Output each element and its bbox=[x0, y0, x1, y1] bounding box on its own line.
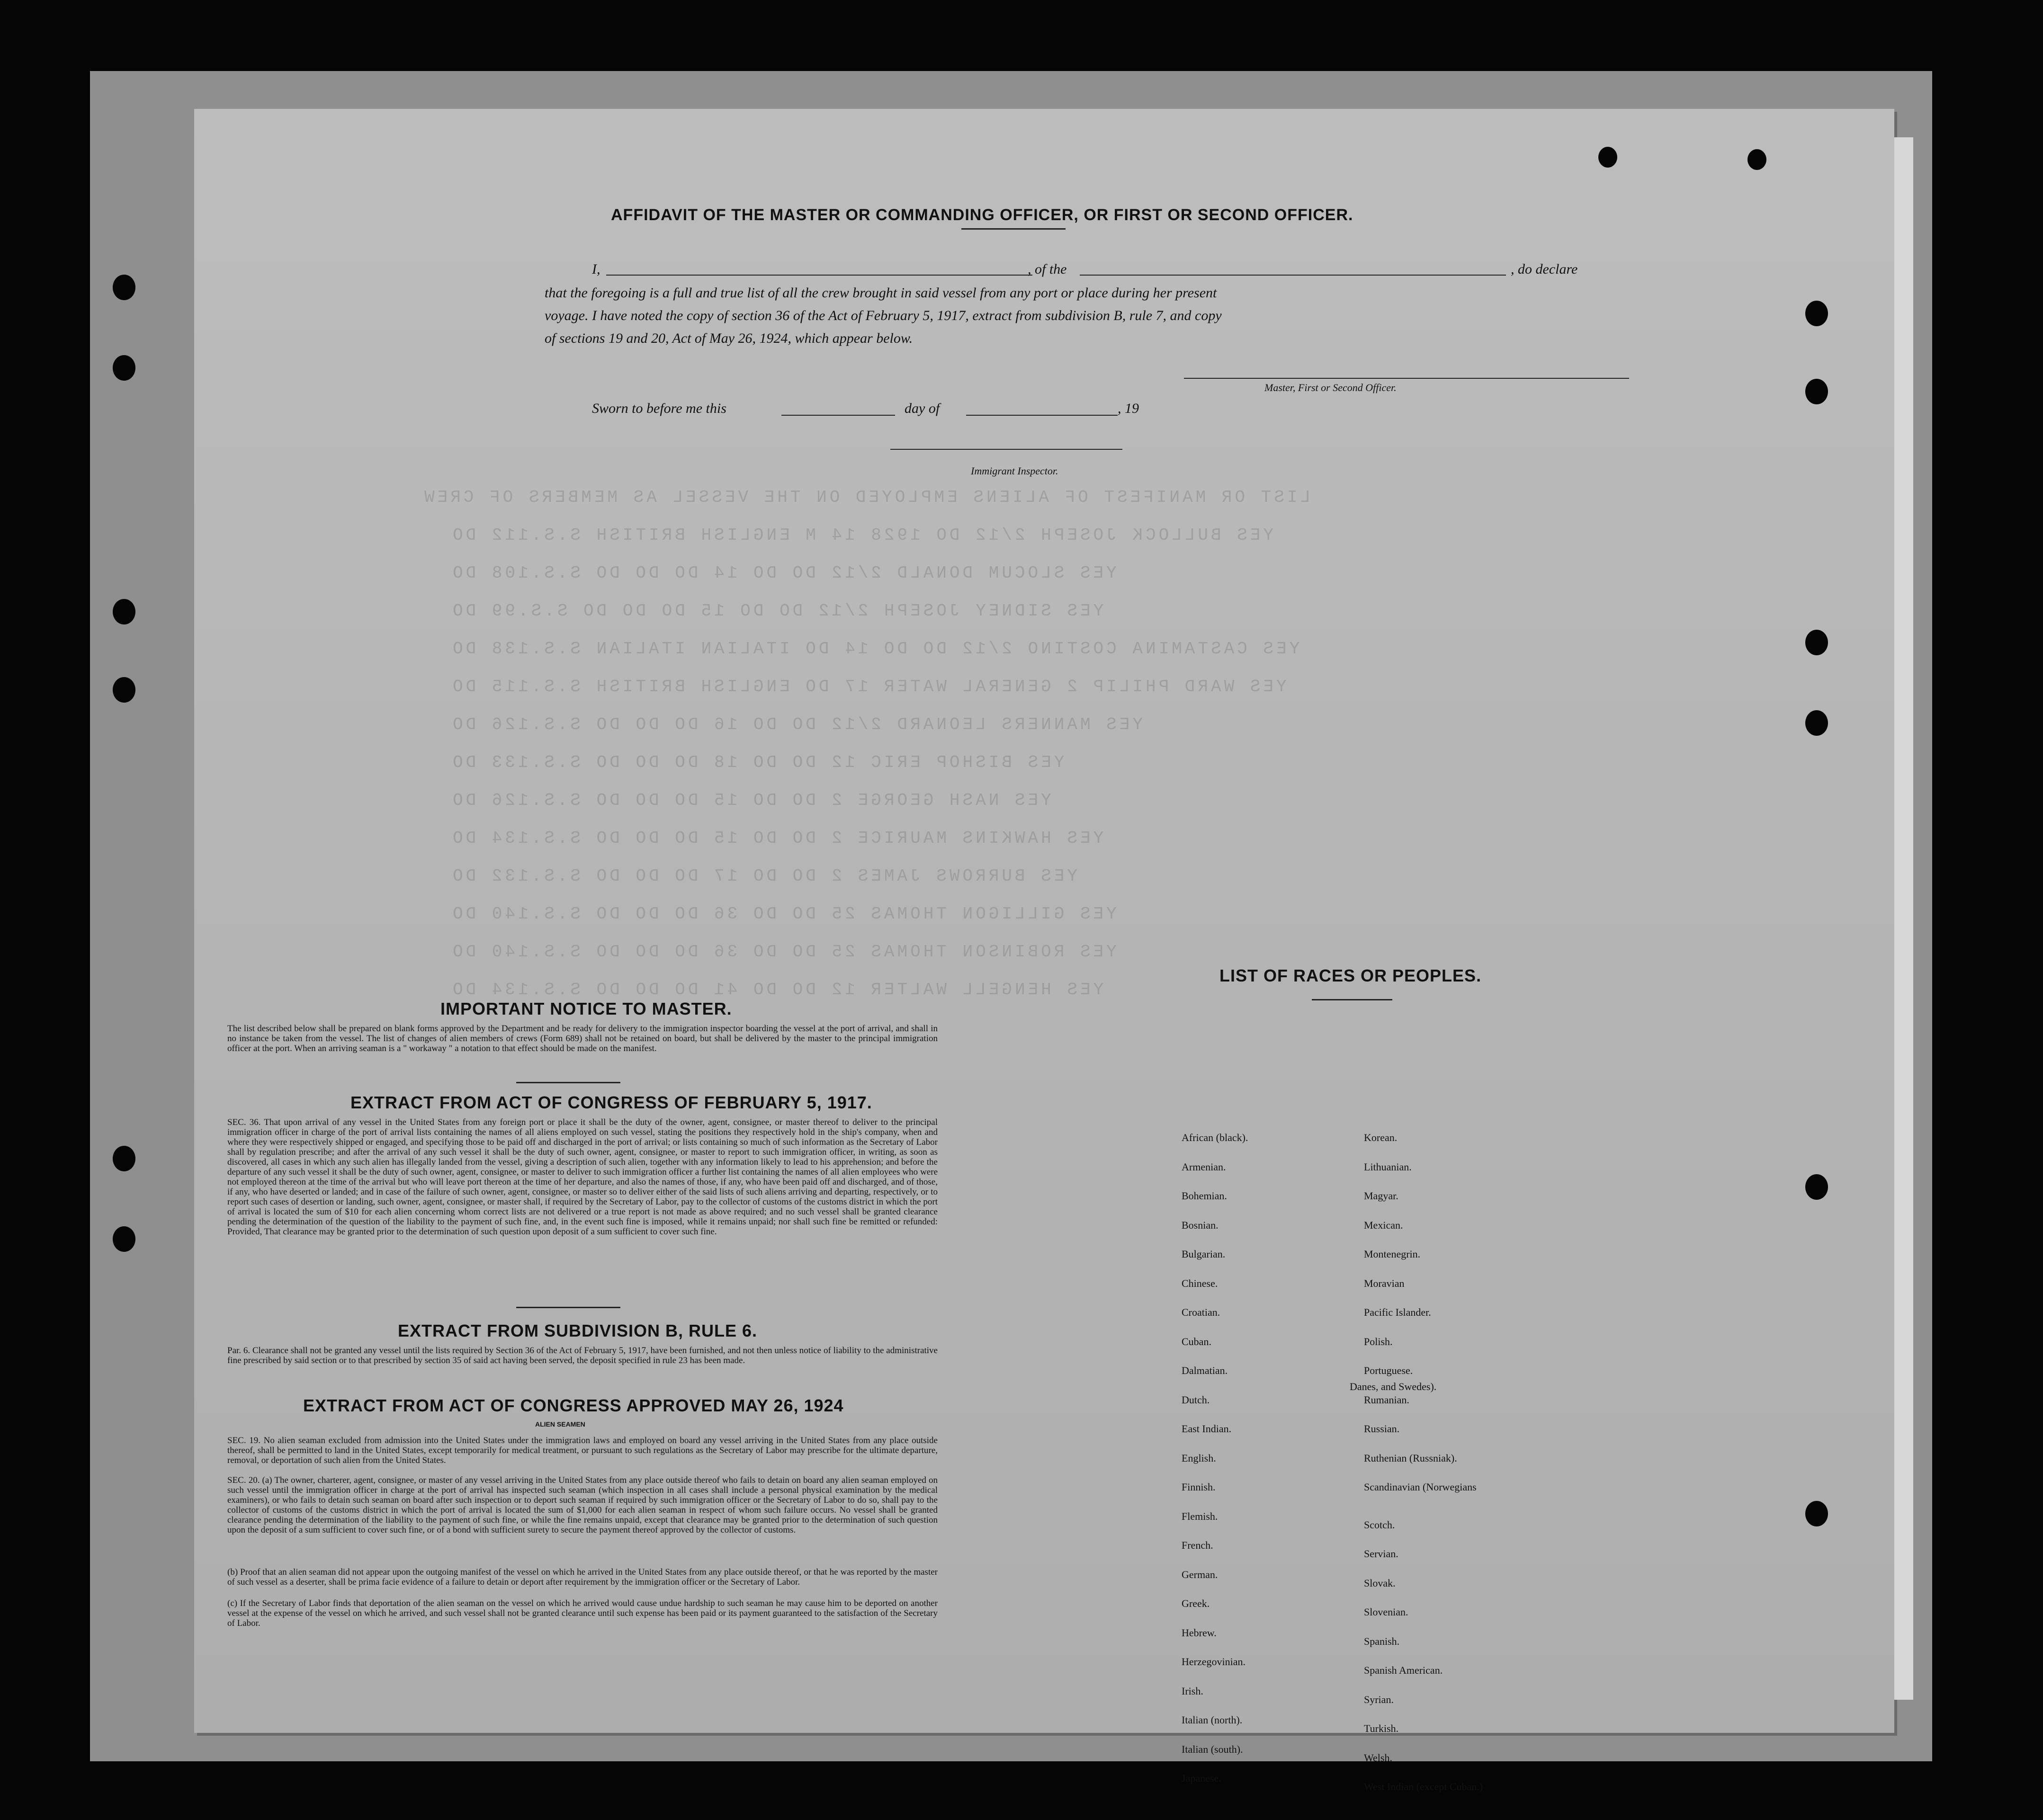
race-scandinavian-continuation: Danes, and Swedes). bbox=[1350, 1381, 1437, 1392]
bleed-through-text: LIST OR MANIFEST OF ALIENS EMPLOYED ON THE VESSEL AS MEMBERS OF CREW bbox=[421, 488, 1311, 507]
bleed-through-text: YES WARD PHILIP 2 GENERAL WATER 17 DO ENGLISH BRITISH S.S.115 DO bbox=[450, 677, 1287, 696]
inspector-label: Immigrant Inspector. bbox=[971, 465, 1058, 477]
rule-6-body: Par. 6. Clearance shall not be granted any vessel until the lists required by Section 36 of the Act of February 5, 1917, have been furnished, and not then unless notice of liability to the administrative fine prescribed by said section or to that prescribed by section 35 of said act having been served, the deposit specified in rule 23 has been made. bbox=[227, 1346, 938, 1365]
affidavit-line-4: of sections 19 and 20, Act of May 26, 1924, which appear below. bbox=[545, 330, 913, 346]
race-item: Lithuanian. bbox=[1364, 1160, 1412, 1173]
day-of-text: day of bbox=[905, 401, 940, 416]
punch-hole bbox=[113, 275, 135, 300]
punch-hole bbox=[1805, 710, 1828, 736]
race-item: Bohemian. bbox=[1182, 1190, 1227, 1202]
section-20c-text: (c) If the Secretary of Labor finds that deportation of the alien seaman on the vessel on which he arrived would cause undue hardship to such seaman he may cause him to be deported on another vessel at the expense of the vessel on which he arrived, and such vessel shall not be granted clearance until such expense has been paid or its payment guaranteed to the satisfaction of the Secretary of Labor. bbox=[227, 1598, 938, 1628]
race-item: Rumanian. bbox=[1364, 1393, 1409, 1406]
punch-hole bbox=[1805, 1501, 1828, 1526]
race-item: Herzegovinian. bbox=[1182, 1656, 1246, 1668]
race-item: Russian. bbox=[1364, 1423, 1400, 1435]
section-rule bbox=[516, 1307, 620, 1308]
bleed-through-text: YES BURROWS JAMES 2 DO DO 17 DO DO DO S.S.132 DO bbox=[450, 866, 1077, 886]
race-item: Moravian bbox=[1364, 1277, 1405, 1289]
race-item: Spanish. bbox=[1364, 1635, 1400, 1647]
sworn-text: Sworn to before me this bbox=[592, 401, 726, 416]
race-item: Ruthenian (Russniak). bbox=[1364, 1452, 1457, 1464]
section-19-text: SEC. 19. No alien seaman excluded from admission into the United States under the immigration laws and employed on board any vessel arriving in the United States from any place outside thereof, shall be permitted to land in the United States, except temporarily for medical treatment, or pursuant to such regulations as the Secretary of Labor may prescribe for the ultimate departure, removal, or deportation of such alien from the United States. bbox=[227, 1436, 938, 1465]
race-item: Scotch. bbox=[1364, 1518, 1395, 1531]
race-item: Welsh. bbox=[1364, 1751, 1392, 1764]
notice-body: The list described below shall be prepared on blank forms approved by the Department and be ready for delivery to the immigration inspector boarding the vessel at the port of arrival, and shall in no instance be taken from the vessel. The list of changes of alien members of crews (Form 689) shall not be retained on board, but shall be delivered by the master to the principal immigration officer at the port. When an arriving seaman is a " workaway " a notation to that effect should be made on the manifest. bbox=[227, 1024, 938, 1053]
race-item: Syrian. bbox=[1364, 1693, 1394, 1705]
race-item: Montenegrin. bbox=[1364, 1248, 1421, 1260]
races-rule bbox=[1312, 999, 1392, 1000]
race-item: Dutch. bbox=[1182, 1393, 1210, 1406]
extract-1924-title: EXTRACT FROM ACT OF CONGRESS APPROVED MAY 26, 1924 bbox=[303, 1396, 844, 1415]
punch-hole bbox=[113, 355, 135, 381]
race-item: Irish. bbox=[1182, 1685, 1203, 1697]
race-item: Scandinavian (Norwegians bbox=[1364, 1481, 1477, 1493]
race-item: Portuguese. bbox=[1364, 1365, 1413, 1376]
race-item: East Indian. bbox=[1182, 1423, 1232, 1435]
punch-hole bbox=[1805, 301, 1828, 326]
race-item: Servian. bbox=[1364, 1548, 1398, 1560]
race-item: Korean. bbox=[1364, 1132, 1398, 1143]
manifest-page bbox=[194, 109, 1894, 1793]
bleed-through-text: YES GILLIGON THOMAS 25 DO DO 36 DO DO DO S.S.140 DO bbox=[450, 904, 1117, 924]
affidavit-line-2: that the foregoing is a full and true list of all the crew brought in said vessel from any port or place during her present bbox=[545, 285, 1217, 301]
punch-hole bbox=[113, 1146, 135, 1171]
signature-blank bbox=[1184, 378, 1629, 379]
punch-hole bbox=[1598, 147, 1617, 168]
race-item: Pacific Islander. bbox=[1364, 1306, 1431, 1318]
bleed-through-text: YES SLOCUM DONALD 2/12 DO DO 14 DO DO DO S.S.108 DO bbox=[450, 563, 1117, 583]
affidavit-line-3: voyage. I have noted the copy of section 36 of the Act of February 5, 1917, extract from subdivision B, rule 7, and copy bbox=[545, 308, 1222, 323]
races-title: LIST OF RACES OR PEOPLES. bbox=[1219, 966, 1482, 985]
race-item: Turkish. bbox=[1364, 1722, 1399, 1734]
affidavit-i: I, bbox=[592, 261, 600, 277]
race-item: Dalmatian. bbox=[1182, 1365, 1228, 1376]
race-item: Slovak. bbox=[1364, 1577, 1396, 1589]
race-item: Japanese. bbox=[1182, 1772, 1221, 1784]
race-item: Slovenian. bbox=[1364, 1606, 1408, 1618]
extract-1917-body: SEC. 36. That upon arrival of any vessel in the United States from any foreign port or place it shall be the duty of the owner, agent, consignee, or master thereof to deliver to the principal immigration officer in charge of the port of arrival lists containing the names of all aliens employed on such vessel, stating the positions they respectively hold in the ship's company, when and where they were respectively shipped or engaged, and specifying those to be paid off and discharged in the port of arrival; or lists containing so much of such information as the Secretary of Labor shall by regulation prescribe; and after the arrival of any such vessel it shall be the duty of such owner, agent, consignee, or master to report to such immigration officer, in writing, as soon as discovered, all cases in which any such alien has illegally landed from the vessel, giving a description of such alien, together with any information likely to lead to his apprehension; and before the departure of any such vessel it shall be the duty of such owner, agent, consignee, or master to deliver to such immigration officer a further list containing the names of all alien employees who were not employed thereon at the time of the arrival but who will leave port thereon at the time of her departure, and also the names of those, if any, who have been paid off and discharged, and of those, if any, who have deserted or landed; and in case of the failure of such owner, agent, consignee, or master so to deliver either of the said lists of such aliens arriving and departing, respectively, or to report such cases of desertion or landing, such owner, agent, consignee, or master shall, if required by the Secretary of Labor, pay to the collector of customs of the customs district in which the port of arrival is located the sum of $10 for each alien concerning whom correct lists are not delivered or a true report is not made as above required; and no such vessel shall be granted clearance pending the determination of the question of the liability to the payment of such fine, and, in the event such fine is imposed, while it remains unpaid; nor shall such fine be remitted or refunded: Provided, That clearance may be granted prior to the determination of such question upon deposit of a sum sufficient to cover such fine. bbox=[227, 1117, 938, 1237]
race-item: English. bbox=[1182, 1452, 1216, 1464]
bleed-through-text: YES HAWKINS MAURICE 2 DO DO 15 DO DO DO S.S.134 DO bbox=[450, 829, 1104, 848]
race-item: Finnish. bbox=[1182, 1481, 1216, 1493]
race-item: West Indian (except Cuban.) bbox=[1364, 1781, 1483, 1793]
punch-hole bbox=[1805, 630, 1828, 655]
inspector-blank bbox=[890, 449, 1122, 450]
bleed-through-text: YES HENGELL WALTER 12 DO DO 41 DO DO DO S.S.134 DO bbox=[450, 980, 1104, 999]
affidavit-of-the: , of the bbox=[1028, 261, 1067, 277]
race-item: Greek. bbox=[1182, 1597, 1210, 1609]
bleed-through-text: YES BULLOCK JOSEPH 2/12 DO 1928 14 M ENGLISH BRITISH S.S.112 DO bbox=[450, 526, 1274, 545]
extract-1917-title: EXTRACT FROM ACT OF CONGRESS OF FEBRUARY 5, 1917. bbox=[350, 1093, 872, 1112]
race-item: Chinese. bbox=[1182, 1277, 1218, 1289]
punch-hole bbox=[1805, 379, 1828, 404]
race-item: Bulgarian. bbox=[1182, 1248, 1226, 1260]
section-rule bbox=[516, 1082, 620, 1083]
race-item: Spanish American. bbox=[1364, 1664, 1443, 1676]
race-item: French. bbox=[1182, 1539, 1213, 1551]
rule-6-title: EXTRACT FROM SUBDIVISION B, RULE 6. bbox=[398, 1321, 758, 1340]
race-item: Polish. bbox=[1364, 1335, 1393, 1347]
year-text: , 19 bbox=[1118, 401, 1139, 416]
month-blank bbox=[966, 415, 1118, 416]
race-item: Magyar. bbox=[1364, 1190, 1398, 1202]
punch-hole bbox=[1805, 1174, 1828, 1200]
race-item: Armenian. bbox=[1182, 1160, 1226, 1173]
race-item: Mexican. bbox=[1364, 1219, 1403, 1231]
vessel-blank bbox=[1080, 275, 1506, 276]
race-item: Croatian. bbox=[1182, 1306, 1220, 1318]
section-20a-text: SEC. 20. (a) The owner, charterer, agent, consignee, or master of any vessel arriving in the United States from any place outside thereof who fails to detain on board any alien seaman employed on such vessel until the immigration officer in charge at the port of arrival has inspected such seaman (which inspection in all cases shall include a personal physical examination by the medical examiners), or who fails to detain such seaman on board after such inspection or to deport such seaman if required by such immigration officer or the Secretary of Labor to do so, shall pay to the collector of customs of the customs district in which the port of arrival is located the sum of $1,000 for each alien seaman in respect of whom such failure occurs. No vessel shall be granted clearance pending the determination of the liability to the payment of such fine, or while the fine remains unpaid, except that clearance may be granted prior to the determination of such question upon the deposit of a sum sufficient to cover such fine, or of a bond with sufficient surety to secure the payment thereof approved by the collector of customs. bbox=[227, 1475, 938, 1535]
affidavit-title: AFFIDAVIT OF THE MASTER OR COMMANDING OFFICER, OR FIRST OR SECOND OFFICER. bbox=[611, 206, 1353, 224]
race-item: Italian (south). bbox=[1182, 1743, 1243, 1755]
name-blank bbox=[606, 275, 1032, 276]
race-item: Italian (north). bbox=[1182, 1714, 1243, 1726]
sworn-day-blank bbox=[781, 415, 895, 416]
race-item: German. bbox=[1182, 1568, 1218, 1580]
race-item: Hebrew. bbox=[1182, 1626, 1217, 1639]
bleed-through-text: YES NASH GEORGE 2 DO DO 15 DO DO DO S.S.126 DO bbox=[450, 791, 1051, 810]
punch-hole bbox=[113, 599, 135, 625]
race-item: African (black). bbox=[1182, 1132, 1248, 1143]
punch-hole bbox=[1747, 149, 1766, 170]
affidavit-do-declare: , do declare bbox=[1511, 261, 1578, 277]
punch-hole bbox=[113, 677, 135, 703]
extract-1924-subtitle: ALIEN SEAMEN bbox=[535, 1420, 585, 1428]
race-item: Flemish. bbox=[1182, 1510, 1218, 1522]
section-20b-text: (b) Proof that an alien seaman did not appear upon the outgoing manifest of the vessel on which he arrived in the United States from any place outside thereof, or that he was reported by the master of such vessel as a deserter, shall be prima facie evidence of a failure to detain or deport after requirement by the immigration officer or the Secretary of Labor. bbox=[227, 1567, 938, 1587]
title-rule bbox=[961, 228, 1066, 230]
race-item: Cuban. bbox=[1182, 1335, 1211, 1347]
bleed-through-text: YES SIDNEY JOSEPH 2/12 DO DO 15 DO DO DO S.S.99 DO bbox=[450, 601, 1104, 621]
signature-label: Master, First or Second Officer. bbox=[1264, 382, 1397, 393]
punch-hole bbox=[113, 1226, 135, 1252]
bleed-through-text: YES BISHOP ERIC 12 DO DO 18 DO DO DO S.S.133 DO bbox=[450, 753, 1065, 772]
notice-title: IMPORTANT NOTICE TO MASTER. bbox=[440, 999, 732, 1018]
race-item: Bosnian. bbox=[1182, 1219, 1219, 1231]
bleed-through-text: YES CASTAMINA COSTINO 2/12 DO DO 14 DO ITALIAN ITALIAN S.S.138 DO bbox=[450, 639, 1300, 659]
bleed-through-text: YES MANNERS LEONARD 2/12 DO DO 16 DO DO DO S.S.126 DO bbox=[450, 715, 1143, 734]
page-edge bbox=[1894, 137, 1913, 1700]
bleed-through-text: YES ROBINSON THOMAS 25 DO DO 36 DO DO DO S.S.140 DO bbox=[450, 942, 1117, 962]
